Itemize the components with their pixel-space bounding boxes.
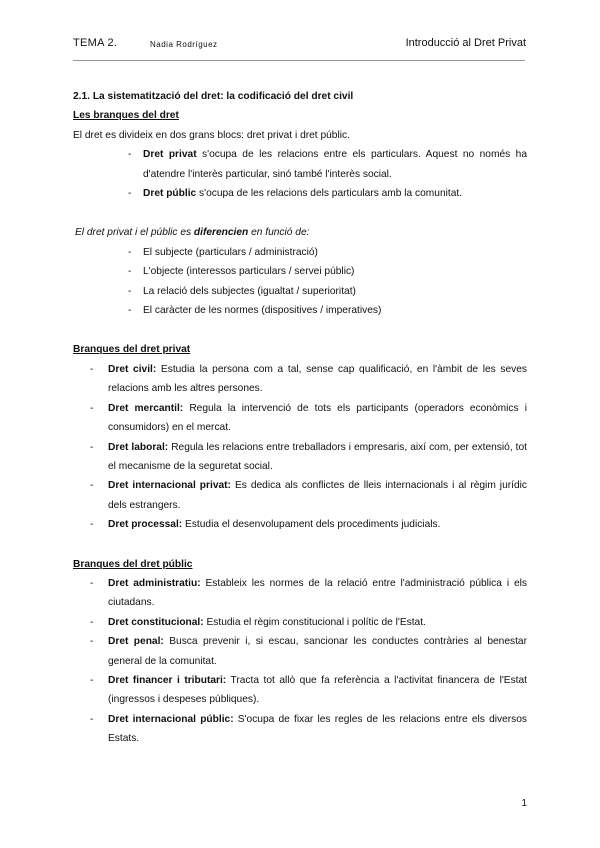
list-item: [73, 710, 527, 749]
item-text: s'ocupa de les relacions entre els particulars. Aquest no només ha d'atendre l'interès particular, sinó també l'interès social.: [143, 149, 528, 180]
item-text: Busca prevenir i, si escau, sancionar les conductes contràries al benestar general de la comunitat.: [108, 636, 527, 667]
item-term: Dret financer i tributari:: [108, 674, 227, 686]
list-item: [73, 476, 527, 515]
list-item: - El caràcter de les normes (dispositives / imperatives): [73, 301, 527, 320]
page-number: 1: [521, 798, 527, 809]
item-term: Dret privat: [143, 149, 197, 161]
difer-list: [73, 243, 527, 321]
difer-emphasis: diferencien: [193, 227, 249, 239]
list-item: [73, 574, 527, 613]
list-item: [73, 145, 527, 184]
list-item: - El subjecte (particulars / administració): [73, 243, 527, 262]
header-course-title: Introducció al Dret Privat: [405, 37, 526, 49]
branques-heading: Les branques del dret: [73, 110, 179, 122]
list-item: [73, 184, 527, 203]
item-term: Dret internacional privat:: [108, 480, 231, 492]
item-term: Dret civil:: [108, 363, 157, 375]
list-item: - La relació dels subjectes (igualtat / superioritat): [73, 282, 527, 301]
list-item: [73, 671, 527, 710]
item-text: Es dedica als conflictes de lleis internacionals i al règim jurídic dels estrangers.: [108, 480, 527, 511]
difer-post: en funció de:: [248, 227, 310, 239]
item-text: S'ocupa de fixar les regles de les relacions entre els diversos Estats.: [108, 713, 527, 745]
item-text: s'ocupa de les relacions dels particulars amb la comunitat.: [196, 188, 463, 200]
section-title: 2.1. La sistematització del dret: la codificació del dret civil: [73, 91, 354, 102]
public-heading: Branques del dret públic: [73, 558, 193, 570]
branques-intro: El dret es divideix en dos grans blocs: dret privat i dret públic.: [73, 129, 350, 141]
item-term: Dret processal:: [108, 519, 183, 531]
header-rule: [73, 60, 525, 61]
list-item: [73, 613, 527, 632]
item-term: Dret constitucional:: [108, 616, 204, 628]
item-term: Dret laboral:: [108, 441, 169, 453]
list-item: [73, 399, 527, 438]
header-tema: TEMA 2.: [73, 37, 118, 49]
list-item: [73, 438, 527, 477]
item-text: Estudia el desenvolupament dels procediments judicials.: [182, 519, 441, 531]
item-term: Dret mercantil:: [108, 402, 184, 414]
item-text: Estudia el règim constitucional i polític de l'Estat.: [203, 616, 426, 628]
header-author: Nadia Rodríguez: [150, 40, 218, 49]
branques-list: [73, 145, 527, 203]
item-text: Regula la intervenció de tots els participants (operadors econòmics i consumidors) en el mercat.: [108, 402, 527, 434]
privat-list: [73, 360, 527, 535]
list-item: [73, 360, 527, 399]
document-body: [73, 87, 527, 749]
item-term: Dret administratiu:: [108, 577, 201, 589]
item-text: Estudia la persona com a tal, sense cap qualificació, en l'àmbit de les seves relacions amb les altres persones.: [108, 363, 527, 395]
difer-pre: El dret privat i el públic es: [75, 227, 194, 239]
list-item: - L'objecte (interessos particulars / servei públic): [73, 262, 527, 281]
list-item: [73, 632, 527, 671]
item-text: Regula les relacions entre treballadors i empresaris, així com, per extensió, tot el mecanisme de la seguretat social.: [108, 441, 527, 472]
item-text: Tracta tot allò que fa referència a l'activitat financera de l'Estat (ingressos i despeses públiques).: [108, 674, 527, 706]
item-text: Estableix les normes de la relació entre l'administració pública i els ciutadans.: [108, 577, 527, 609]
privat-heading: Branques del dret privat: [73, 344, 191, 356]
difer-intro: [73, 223, 527, 242]
item-term: Dret internacional públic:: [108, 713, 234, 725]
item-term: Dret penal:: [108, 636, 164, 648]
public-list: [73, 574, 527, 749]
list-item: [73, 515, 527, 534]
item-term: Dret públic: [143, 188, 197, 200]
